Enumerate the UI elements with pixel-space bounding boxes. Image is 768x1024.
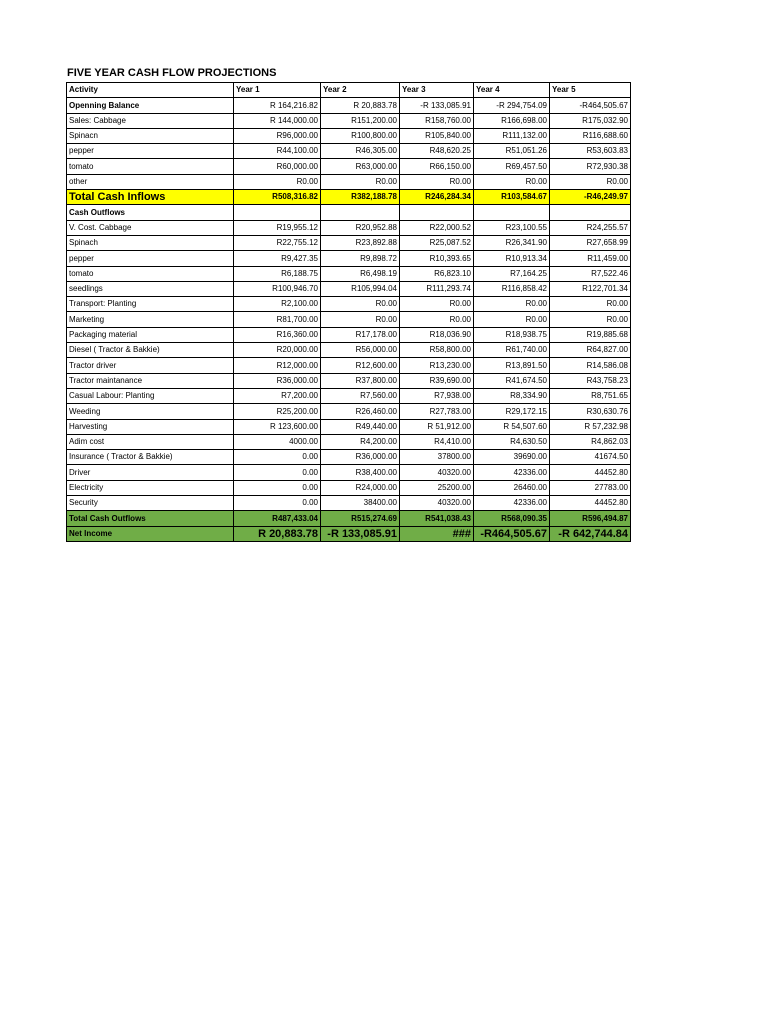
cell-year-4[interactable]: R0.00 xyxy=(474,174,550,189)
cell-year-4[interactable]: -R 294,754.09 xyxy=(474,98,550,113)
cell-year-5[interactable]: R116,688.60 xyxy=(550,128,631,143)
cell-year-1[interactable]: R81,700.00 xyxy=(234,312,321,327)
row-label[interactable]: tomato xyxy=(67,159,234,174)
cell-year-1[interactable]: 0.00 xyxy=(234,450,321,465)
cell-year-4[interactable]: R61,740.00 xyxy=(474,343,550,358)
cell-year-2[interactable]: R0.00 xyxy=(321,174,400,189)
cell-year-3[interactable]: R22,000.52 xyxy=(400,220,474,235)
cell-year-4[interactable]: R116,858.42 xyxy=(474,281,550,296)
cell-year-2[interactable]: R20,952.88 xyxy=(321,220,400,235)
cell-year-4[interactable] xyxy=(474,205,550,220)
cell-year-4[interactable]: R0.00 xyxy=(474,312,550,327)
table-row xyxy=(67,358,631,373)
row-label[interactable]: Net Income xyxy=(67,526,234,541)
row-label[interactable]: other xyxy=(67,174,234,189)
cell-year-1[interactable]: R6,188.75 xyxy=(234,266,321,281)
header-year-5[interactable]: Year 5 xyxy=(550,83,631,98)
cell-year-3[interactable]: R0.00 xyxy=(400,312,474,327)
header-year-1[interactable]: Year 1 xyxy=(234,83,321,98)
cell-year-5[interactable]: R0.00 xyxy=(550,174,631,189)
cell-year-4[interactable]: 26460.00 xyxy=(474,480,550,495)
cell-year-3[interactable]: R39,690.00 xyxy=(400,373,474,388)
cell-year-4[interactable]: R23,100.55 xyxy=(474,220,550,235)
cell-year-1[interactable]: R44,100.00 xyxy=(234,144,321,159)
cell-year-4[interactable]: 39690.00 xyxy=(474,450,550,465)
cell-year-5[interactable]: R72,930.38 xyxy=(550,159,631,174)
cell-year-2[interactable]: R9,898.72 xyxy=(321,251,400,266)
cell-year-4[interactable]: R4,630.50 xyxy=(474,434,550,449)
cell-year-4[interactable]: R26,341.90 xyxy=(474,235,550,250)
cell-year-1[interactable]: R22,755.12 xyxy=(234,235,321,250)
table-row xyxy=(67,159,631,174)
cell-year-1[interactable]: R16,360.00 xyxy=(234,327,321,342)
table-row xyxy=(67,205,631,220)
row-label[interactable]: Harvesting xyxy=(67,419,234,434)
cell-year-2[interactable]: R7,560.00 xyxy=(321,388,400,403)
cell-year-4[interactable]: R18,938.75 xyxy=(474,327,550,342)
cell-year-3[interactable]: R27,783.00 xyxy=(400,404,474,419)
cell-year-5[interactable]: R19,885.68 xyxy=(550,327,631,342)
cell-year-3[interactable]: R18,036.90 xyxy=(400,327,474,342)
row-label[interactable]: Marketing xyxy=(67,312,234,327)
cell-year-5[interactable]: -R464,505.67 xyxy=(550,98,631,113)
table-row xyxy=(67,174,631,189)
cell-year-1[interactable]: R20,000.00 xyxy=(234,343,321,358)
row-label[interactable]: Tractor maintanance xyxy=(67,373,234,388)
cell-year-5[interactable]: R 57,232.98 xyxy=(550,419,631,434)
row-label[interactable]: seedlings xyxy=(67,281,234,296)
cell-year-4[interactable]: R111,132.00 xyxy=(474,128,550,143)
cell-year-5[interactable]: R596,494.87 xyxy=(550,511,631,526)
table-row xyxy=(67,144,631,159)
cell-year-3[interactable]: R 51,912.00 xyxy=(400,419,474,434)
cell-year-2[interactable]: R49,440.00 xyxy=(321,419,400,434)
cell-year-5[interactable]: R14,586.08 xyxy=(550,358,631,373)
table-row xyxy=(67,266,631,281)
table-row xyxy=(67,404,631,419)
cell-year-4[interactable]: 42336.00 xyxy=(474,465,550,480)
cell-year-2[interactable]: R0.00 xyxy=(321,312,400,327)
cell-year-5[interactable]: R24,255.57 xyxy=(550,220,631,235)
table-row xyxy=(67,450,631,465)
cell-year-3[interactable]: R158,760.00 xyxy=(400,113,474,128)
cell-year-1[interactable]: R25,200.00 xyxy=(234,404,321,419)
table-row xyxy=(67,496,631,511)
cell-year-4[interactable]: R51,051.26 xyxy=(474,144,550,159)
cell-year-2[interactable]: R4,200.00 xyxy=(321,434,400,449)
row-label[interactable]: Electricity xyxy=(67,480,234,495)
row-label[interactable]: Tractor driver xyxy=(67,358,234,373)
table-row xyxy=(67,343,631,358)
cell-year-3[interactable]: R48,620.25 xyxy=(400,144,474,159)
cell-year-5[interactable]: R43,758.23 xyxy=(550,373,631,388)
row-label[interactable]: Total Cash Inflows xyxy=(67,190,234,205)
cell-year-2[interactable]: R17,178.00 xyxy=(321,327,400,342)
cell-year-5[interactable]: 44452.80 xyxy=(550,465,631,480)
header-year-3[interactable]: Year 3 xyxy=(400,83,474,98)
cell-year-4[interactable]: R103,584.67 xyxy=(474,190,550,205)
table-row xyxy=(67,373,631,388)
row-label[interactable]: Spinach xyxy=(67,235,234,250)
cell-year-2[interactable]: R 20,883.78 xyxy=(321,98,400,113)
row-label[interactable]: Diesel ( Tractor & Bakkie) xyxy=(67,343,234,358)
cell-year-4[interactable]: 42336.00 xyxy=(474,496,550,511)
cell-year-4[interactable]: R13,891.50 xyxy=(474,358,550,373)
cell-year-3[interactable]: R111,293.74 xyxy=(400,281,474,296)
cell-year-1[interactable]: R19,955.12 xyxy=(234,220,321,235)
cell-year-3[interactable]: R541,038.43 xyxy=(400,511,474,526)
cell-year-4[interactable]: R10,913.34 xyxy=(474,251,550,266)
table-row xyxy=(67,251,631,266)
cell-year-2[interactable]: R0.00 xyxy=(321,297,400,312)
cell-year-2[interactable] xyxy=(321,205,400,220)
cell-year-5[interactable]: 44452.80 xyxy=(550,496,631,511)
table-row xyxy=(67,190,631,205)
header-row xyxy=(67,83,631,98)
cell-year-3[interactable]: 40320.00 xyxy=(400,465,474,480)
cell-year-1[interactable]: R96,000.00 xyxy=(234,128,321,143)
cell-year-1[interactable]: 0.00 xyxy=(234,496,321,511)
table-row xyxy=(67,98,631,113)
cell-year-4[interactable]: R7,164.25 xyxy=(474,266,550,281)
cell-year-4[interactable]: R568,090.35 xyxy=(474,511,550,526)
header-year-4[interactable]: Year 4 xyxy=(474,83,550,98)
cell-year-1[interactable]: R 164,216.82 xyxy=(234,98,321,113)
table-row xyxy=(67,388,631,403)
cell-year-3[interactable]: R0.00 xyxy=(400,297,474,312)
cell-year-5[interactable]: R122,701.34 xyxy=(550,281,631,296)
cell-year-1[interactable]: R487,433.04 xyxy=(234,511,321,526)
row-label[interactable]: Packaging material xyxy=(67,327,234,342)
cell-year-4[interactable]: R 54,507.60 xyxy=(474,419,550,434)
cell-year-4[interactable]: R69,457.50 xyxy=(474,159,550,174)
row-label[interactable]: Insurance ( Tractor & Bakkie) xyxy=(67,450,234,465)
cell-year-2[interactable]: R12,600.00 xyxy=(321,358,400,373)
cell-year-1[interactable]: R36,000.00 xyxy=(234,373,321,388)
cell-year-2[interactable]: R24,000.00 xyxy=(321,480,400,495)
cell-year-1[interactable]: 0.00 xyxy=(234,480,321,495)
sheet-title: FIVE YEAR CASH FLOW PROJECTIONS xyxy=(67,67,277,79)
cell-year-1[interactable]: R 144,000.00 xyxy=(234,113,321,128)
cell-year-3[interactable]: R66,150.00 xyxy=(400,159,474,174)
cell-year-5[interactable]: R175,032.90 xyxy=(550,113,631,128)
cell-year-5[interactable]: R11,459.00 xyxy=(550,251,631,266)
cell-year-2[interactable]: R100,800.00 xyxy=(321,128,400,143)
cell-year-4[interactable]: -R464,505.67 xyxy=(474,526,550,541)
table-row xyxy=(67,327,631,342)
cell-year-1[interactable]: R 123,600.00 xyxy=(234,419,321,434)
table-row xyxy=(67,511,631,526)
cell-year-3[interactable]: R0.00 xyxy=(400,174,474,189)
cell-year-1[interactable]: R2,100.00 xyxy=(234,297,321,312)
cell-year-3[interactable]: R4,410.00 xyxy=(400,434,474,449)
row-label[interactable]: Driver xyxy=(67,465,234,480)
cell-year-1[interactable]: 0.00 xyxy=(234,465,321,480)
cell-year-2[interactable]: R26,460.00 xyxy=(321,404,400,419)
cell-year-4[interactable]: R29,172.15 xyxy=(474,404,550,419)
cell-year-1[interactable] xyxy=(234,205,321,220)
cell-year-3[interactable]: 40320.00 xyxy=(400,496,474,511)
cell-year-5[interactable] xyxy=(550,205,631,220)
row-label[interactable]: Spinacn xyxy=(67,128,234,143)
cell-year-4[interactable]: R8,334.90 xyxy=(474,388,550,403)
cell-year-2[interactable]: R6,498.19 xyxy=(321,266,400,281)
cell-year-2[interactable]: R46,305.00 xyxy=(321,144,400,159)
cell-year-5[interactable]: R0.00 xyxy=(550,297,631,312)
cell-year-5[interactable]: R30,630.76 xyxy=(550,404,631,419)
cell-year-5[interactable]: R64,827.00 xyxy=(550,343,631,358)
row-label[interactable]: Casual Labour: Planting xyxy=(67,388,234,403)
table-row xyxy=(67,235,631,250)
cell-year-1[interactable]: R9,427.35 xyxy=(234,251,321,266)
table-row xyxy=(67,220,631,235)
cell-year-1[interactable]: R7,200.00 xyxy=(234,388,321,403)
cell-year-3[interactable]: 37800.00 xyxy=(400,450,474,465)
row-label[interactable]: Transport: Planting xyxy=(67,297,234,312)
row-label[interactable]: pepper xyxy=(67,251,234,266)
table-row xyxy=(67,465,631,480)
cell-year-1[interactable]: R0.00 xyxy=(234,174,321,189)
cell-year-3[interactable]: -R 133,085.91 xyxy=(400,98,474,113)
cell-year-2[interactable]: R515,274.69 xyxy=(321,511,400,526)
row-label[interactable]: V. Cost. Cabbage xyxy=(67,220,234,235)
cell-year-1[interactable]: 4000.00 xyxy=(234,434,321,449)
cell-year-4[interactable]: R0.00 xyxy=(474,297,550,312)
cell-year-2[interactable]: R38,400.00 xyxy=(321,465,400,480)
row-label[interactable]: pepper xyxy=(67,144,234,159)
cell-year-3[interactable]: R246,284.34 xyxy=(400,190,474,205)
cell-year-5[interactable]: R4,862.03 xyxy=(550,434,631,449)
row-label[interactable]: Security xyxy=(67,496,234,511)
cell-year-2[interactable]: R382,188.78 xyxy=(321,190,400,205)
cell-year-3[interactable]: 25200.00 xyxy=(400,480,474,495)
cell-year-5[interactable]: -R46,249.97 xyxy=(550,190,631,205)
cell-year-2[interactable]: R37,800.00 xyxy=(321,373,400,388)
cell-year-2[interactable]: R36,000.00 xyxy=(321,450,400,465)
cell-year-5[interactable]: 27783.00 xyxy=(550,480,631,495)
row-label[interactable]: Total Cash Outflows xyxy=(67,511,234,526)
table-row xyxy=(67,312,631,327)
cell-year-2[interactable]: R23,892.88 xyxy=(321,235,400,250)
cell-year-5[interactable]: 41674.50 xyxy=(550,450,631,465)
cell-year-1[interactable]: R508,316.82 xyxy=(234,190,321,205)
cell-year-2[interactable]: -R 133,085.91 xyxy=(321,526,400,541)
cell-year-1[interactable]: R100,946.70 xyxy=(234,281,321,296)
table-row xyxy=(67,281,631,296)
cell-year-5[interactable]: R0.00 xyxy=(550,312,631,327)
cell-year-1[interactable]: R12,000.00 xyxy=(234,358,321,373)
cell-year-5[interactable]: -R 642,744.84 xyxy=(550,526,631,541)
table-row xyxy=(67,297,631,312)
table-row xyxy=(67,128,631,143)
row-label[interactable]: Adim cost xyxy=(67,434,234,449)
cell-year-5[interactable]: R7,522.46 xyxy=(550,266,631,281)
cell-year-3[interactable]: R7,938.00 xyxy=(400,388,474,403)
row-label[interactable]: Sales: Cabbage xyxy=(67,113,234,128)
cell-year-3[interactable]: R10,393.65 xyxy=(400,251,474,266)
cell-year-1[interactable]: R60,000.00 xyxy=(234,159,321,174)
row-label[interactable]: Cash Outflows xyxy=(67,205,234,220)
cell-year-2[interactable]: R63,000.00 xyxy=(321,159,400,174)
cell-year-3[interactable]: R105,840.00 xyxy=(400,128,474,143)
cell-year-2[interactable]: R105,994.04 xyxy=(321,281,400,296)
cell-year-4[interactable]: R41,674.50 xyxy=(474,373,550,388)
cell-year-3[interactable]: ### xyxy=(400,526,474,541)
header-activity[interactable]: Activity xyxy=(67,83,234,98)
header-year-2[interactable]: Year 2 xyxy=(321,83,400,98)
cell-year-2[interactable]: 38400.00 xyxy=(321,496,400,511)
cash-flow-table xyxy=(66,82,631,542)
table-row xyxy=(67,480,631,495)
cell-year-5[interactable]: R27,658.99 xyxy=(550,235,631,250)
table-row xyxy=(67,419,631,434)
cell-year-2[interactable]: R56,000.00 xyxy=(321,343,400,358)
cell-year-3[interactable]: R13,230.00 xyxy=(400,358,474,373)
row-label[interactable]: Weeding xyxy=(67,404,234,419)
cell-year-4[interactable]: R166,698.00 xyxy=(474,113,550,128)
cell-year-3[interactable]: R58,800.00 xyxy=(400,343,474,358)
row-label[interactable]: Openning Balance xyxy=(67,98,234,113)
cell-year-2[interactable]: R151,200.00 xyxy=(321,113,400,128)
cell-year-3[interactable] xyxy=(400,205,474,220)
cell-year-5[interactable]: R8,751.65 xyxy=(550,388,631,403)
cell-year-5[interactable]: R53,603.83 xyxy=(550,144,631,159)
cell-year-1[interactable]: R 20,883.78 xyxy=(234,526,321,541)
row-label[interactable]: tomato xyxy=(67,266,234,281)
cell-year-3[interactable]: R25,087.52 xyxy=(400,235,474,250)
table-row xyxy=(67,526,631,541)
cell-year-3[interactable]: R6,823.10 xyxy=(400,266,474,281)
table-row xyxy=(67,434,631,449)
table-row xyxy=(67,113,631,128)
